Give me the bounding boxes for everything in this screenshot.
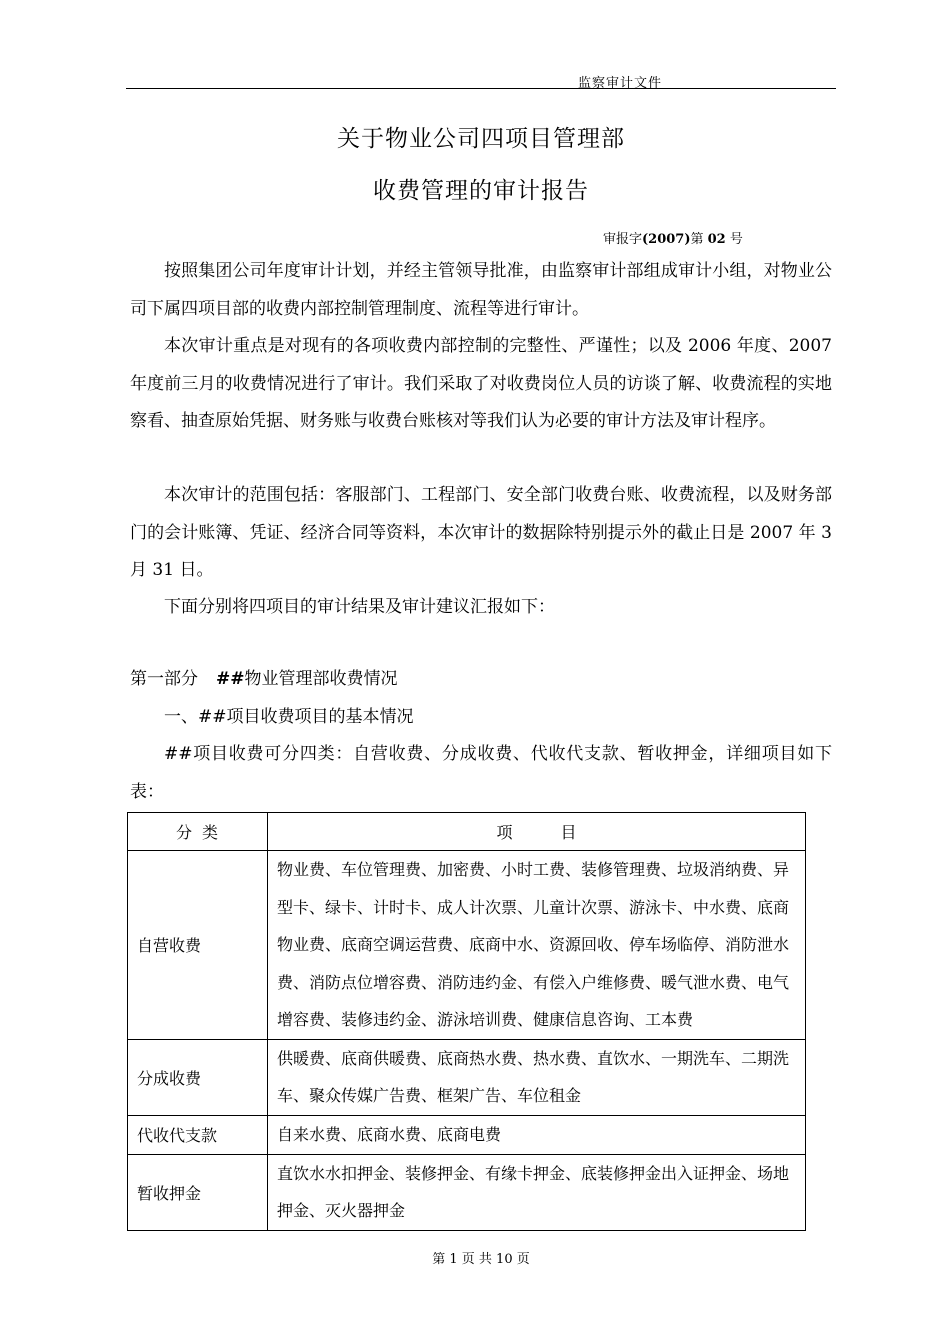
header-divider bbox=[126, 88, 836, 89]
section-heading bbox=[130, 661, 832, 699]
table-row bbox=[128, 1115, 806, 1154]
document-header-label: 监察审计文件 bbox=[578, 76, 663, 91]
table-cell-items: 自来水费、底商水费、底商电费 bbox=[268, 1115, 806, 1154]
section-mark: ## bbox=[216, 669, 245, 689]
paragraph-report-intro: 下面分别将四项目的审计结果及审计建议汇报如下： bbox=[164, 597, 555, 617]
table-cell-category: 暂收押金 bbox=[128, 1154, 268, 1230]
report-title-line-2: 收费管理的审计报告 bbox=[373, 178, 589, 204]
table-cell-items: 物业费、车位管理费、加密费、小时工费、装修管理费、垃圾消纳费、异型卡、绿卡、计时卡、成人计次票、儿童计次票、游泳卡、中水费、底商物业费、底商空调运营费、底商中水、资源回收、停车场临停、消防泄水费、消防点位增容费、消防违约金、有偿入户维修费、暖气泄水费、电气增容费、装修违约金、游泳培训费、健康信息咨询、工本费 bbox=[268, 851, 806, 1040]
document-number-prefix: 审报字 bbox=[603, 232, 643, 247]
document-number-mid: 第 bbox=[690, 232, 708, 247]
table-row bbox=[128, 851, 806, 1040]
section-title: 物业管理部收费情况 bbox=[244, 669, 398, 689]
document-number-year: (2007) bbox=[642, 232, 691, 247]
table-header-items bbox=[268, 813, 806, 851]
table-cell-items: 直饮水水扣押金、装修押金、有缘卡押金、底装修押金出入证押金、场地押金、灭火器押金 bbox=[268, 1154, 806, 1230]
paragraph-audit-focus: 本次审计重点是对现有的各项收费内部控制的完整性、严谨性；以及 2006 年度、2007 年度前三月的收费情况进行了审计。我们采取了对收费岗位人员的访谈了解、收费流程的实地察看、抽查原始凭据、财务账与收费台账核对等我们认为必要的审计方法及审计程序。 bbox=[130, 336, 832, 431]
page-number-footer: 第 1 页 共 10 页 bbox=[432, 1252, 530, 1267]
subsection-heading: 一、##项目收费项目的基本情况 bbox=[164, 707, 414, 727]
paragraph-fee-categories: ##项目收费可分四类：自营收费、分成收费、代收代支款、暂收押金，详细项目如下表： bbox=[130, 744, 832, 802]
paragraph-audit-scope: 本次审计的范围包括：客服部门、工程部门、安全部门收费台账、收费流程，以及财务部门的会计账簿、凭证、经济合同等资料，本次审计的数据除特别提示外的截止日是 2007 年 3 月 31 日。 bbox=[130, 485, 832, 580]
table-header-items-label: 项 目 bbox=[496, 823, 577, 842]
fee-items-table bbox=[127, 812, 806, 1231]
table-header-category: 分类 bbox=[128, 813, 268, 851]
report-title-line-1: 关于物业公司四项目管理部 bbox=[337, 126, 625, 152]
table-cell-items: 供暖费、底商供暖费、底商热水费、热水费、直饮水、一期洗车、二期洗车、聚众传媒广告费、框架广告、车位租金 bbox=[268, 1039, 806, 1115]
document-number bbox=[603, 228, 743, 247]
table-cell-category: 分成收费 bbox=[128, 1039, 268, 1115]
table-header-row bbox=[128, 813, 806, 851]
paragraph-audit-basis: 按照集团公司年度审计计划，并经主管领导批准，由监察审计部组成审计小组，对物业公司下属四项目部的收费内部控制管理制度、流程等进行审计。 bbox=[130, 261, 832, 319]
table-row bbox=[128, 1039, 806, 1115]
document-number-value: 02 bbox=[707, 232, 726, 247]
table-cell-category: 自营收费 bbox=[128, 851, 268, 1040]
table-cell-category: 代收代支款 bbox=[128, 1115, 268, 1154]
table-row bbox=[128, 1154, 806, 1230]
document-number-suffix: 号 bbox=[725, 232, 743, 247]
section-part-label: 第一部分 bbox=[130, 669, 198, 689]
